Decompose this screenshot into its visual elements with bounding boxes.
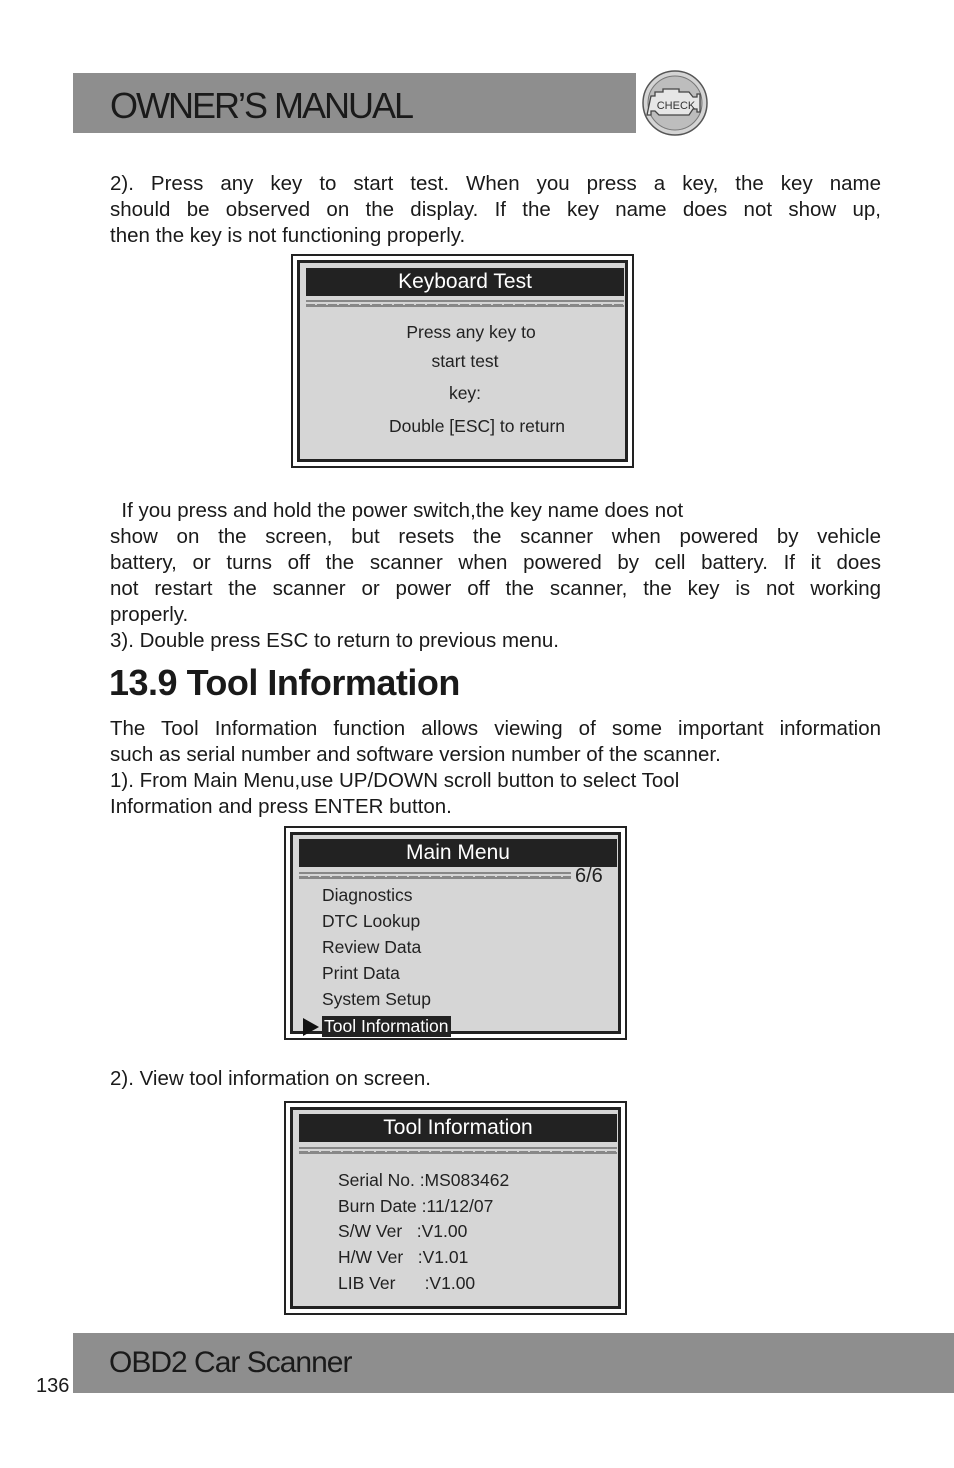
tool-info-paragraph — [110, 716, 881, 820]
menu-item-diagnostics[interactable]: Diagnostics — [322, 885, 413, 905]
paragraph-line: show on the screen, but resets the scanner when powered by vehicle — [110, 525, 881, 548]
info-row: H/W Ver :V1.01 — [338, 1247, 469, 1267]
paragraph-line: Information and press ENTER button. — [110, 795, 452, 818]
screen-title: Main Menu — [299, 839, 617, 867]
header-bar — [73, 73, 636, 133]
screen-display — [297, 260, 628, 462]
screen-line: key: — [448, 383, 482, 403]
footer-title: OBD2 Car Scanner — [109, 1346, 352, 1379]
menu-item-system-setup[interactable]: System Setup — [322, 989, 431, 1009]
paragraph-line: battery, or turns off the scanner when powered by cell battery. If it does — [110, 551, 881, 574]
intro-paragraph — [110, 171, 881, 249]
page-number: 136 — [36, 1375, 70, 1397]
header-title: OWNER’S MANUAL — [110, 85, 413, 126]
screen-divider — [306, 300, 624, 307]
paragraph-line: The Tool Information function allows viewing of some important information — [110, 717, 881, 740]
section-heading: 13.9 Tool Information — [109, 662, 460, 703]
paragraph-line: 3). Double press ESC to return to previous menu. — [110, 629, 559, 652]
view-info-paragraph — [110, 1066, 881, 1092]
screen-line: Double [ESC] to return — [388, 416, 566, 436]
selection-arrow-icon — [303, 1018, 319, 1036]
menu-item-print-data[interactable]: Print Data — [322, 963, 400, 983]
screen-line: start test — [431, 351, 499, 371]
paragraph-line: such as serial number and software version number of the scanner. — [110, 743, 721, 766]
screen-title: Keyboard Test — [306, 268, 624, 296]
info-row: S/W Ver :V1.00 — [338, 1221, 468, 1241]
power-switch-paragraph — [110, 498, 881, 654]
screen-divider — [299, 872, 571, 879]
screen-line: Press any key to — [406, 322, 536, 342]
footer-bar — [73, 1333, 954, 1393]
engine-check-icon — [642, 70, 708, 136]
main-menu-screen — [284, 826, 627, 1040]
info-row: Burn Date :11/12/07 — [338, 1196, 494, 1216]
paragraph-line: should be observed on the display. If the key name does not show up, — [110, 198, 881, 221]
tool-information-screen — [284, 1101, 627, 1315]
info-row: LIB Ver :V1.00 — [338, 1273, 476, 1293]
paragraph-line: then the key is not functioning properly. — [110, 224, 466, 247]
menu-item-review-data[interactable]: Review Data — [322, 937, 422, 957]
paragraph-line: 2). Press any key to start test. When you press a key, the key name — [110, 172, 881, 195]
screen-title: Tool Information — [299, 1114, 617, 1142]
menu-item-dtc-lookup[interactable]: DTC Lookup — [322, 911, 421, 931]
paragraph-line: 1). From Main Menu,use UP/DOWN scroll button to select Tool — [110, 769, 680, 792]
menu-item-tool-information[interactable]: Tool Information — [324, 1016, 449, 1036]
screen-display — [290, 832, 621, 1034]
paragraph-line: If you press and hold the power switch,the key name does not — [110, 499, 684, 522]
logo-label: CHECK — [656, 100, 696, 112]
paragraph-line: 2). View tool information on screen. — [110, 1067, 431, 1090]
paragraph-line: not restart the scanner or power off the scanner, the key is not working — [110, 577, 881, 600]
screen-display — [290, 1107, 621, 1309]
page-indicator: 6/6 — [575, 865, 603, 887]
info-row: Serial No. :MS083462 — [338, 1170, 510, 1190]
keyboard-test-screen — [291, 254, 634, 468]
screen-divider — [299, 1147, 617, 1154]
paragraph-line: properly. — [110, 603, 189, 626]
